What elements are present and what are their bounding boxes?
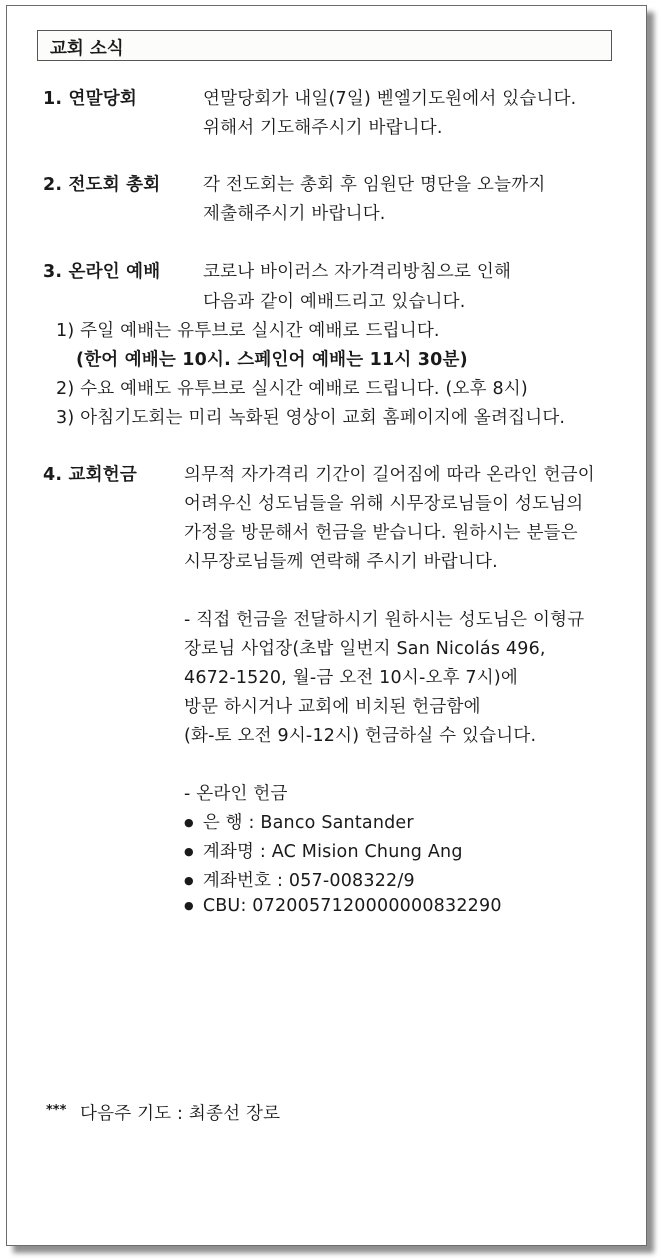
item3-sub1: 1) 주일 예배는 유투브로 실시간 예배로 드립니다. [56,321,440,341]
item1-line-1: 연말당회가 내일(7일) 벧엘기도원에서 있습니다. [203,89,577,109]
bank-name-line: ● 은 행 : Banco Santander [184,809,414,834]
account-number-line: ● 계좌번호 : 057-008322/9 [184,867,415,892]
item1-line-2: 위해서 기도해주시기 바랍니다. [203,118,443,138]
item3-sub3: 3) 아침기도회는 미리 녹화된 영상이 교회 홈페이지에 올려집니다. [56,408,566,428]
account-name-line: ● 계좌명 : AC Mision Chung Ang [184,838,463,863]
direct-offering-line-3: 4672-1520, 월-금 오전 10시-오후 7시)에 [184,668,519,688]
online-offering-title: - 온라인 헌금 [184,784,288,804]
item4-line-3: 가정을 방문해서 헌금을 받습니다. 원하시는 분들은 [184,523,578,543]
item4-line-2: 어려우신 성도님들을 위해 시무장로님들이 성도님의 [184,494,584,514]
cbu-line: ● CBU: 0720057120000000832290 [184,896,502,916]
direct-offering-line-1: - 직접 헌금을 전달하시기 원하시는 성도님은 이형규 [184,610,585,630]
item2-line-2: 제출해주시기 바랍니다. [203,204,386,224]
next-week-prayer: 다음주 기도 : 최종선 장로 [80,1104,281,1124]
direct-offering-line-2: 장로님 사업장(초밥 일번지 San Nicolás 496, [184,639,546,659]
footer-stars: *** [46,1103,67,1118]
item2-label: 2. 전도회 총회 [43,175,161,195]
item3-sub2: 2) 수요 예배도 유투브로 실시간 예배로 드립니다. (오후 8시) [56,379,528,399]
direct-offering-line-4: 방문 하시거나 교회에 비치된 헌금함에 [184,697,481,717]
item3-line-1: 코로나 바이러스 자가격리방침으로 인해 [203,262,512,282]
item3-label: 3. 온라인 예배 [43,262,161,282]
item3-sub1-note: (한어 예배는 10시. 스페인어 예배는 11시 30분) [76,350,468,370]
item4-line-1: 의무적 자가격리 기간이 길어짐에 따라 온라인 헌금이 [184,465,595,485]
item2-line-1: 각 전도회는 총회 후 임원단 명단을 오늘까지 [203,175,546,195]
section-header-box [37,30,612,61]
item1-label: 1. 연말당회 [43,89,137,109]
direct-offering-line-5: (화-토 오전 9시-12시) 헌금하실 수 있습니다. [184,726,537,746]
section-title: 교회 소식 [50,39,124,59]
item3-line-2: 다음과 같이 예배드리고 있습니다. [203,292,466,312]
item4-line-4: 시무장로님들께 연락해 주시기 바랍니다. [184,552,498,572]
item4-label: 4. 교회헌금 [43,465,137,485]
